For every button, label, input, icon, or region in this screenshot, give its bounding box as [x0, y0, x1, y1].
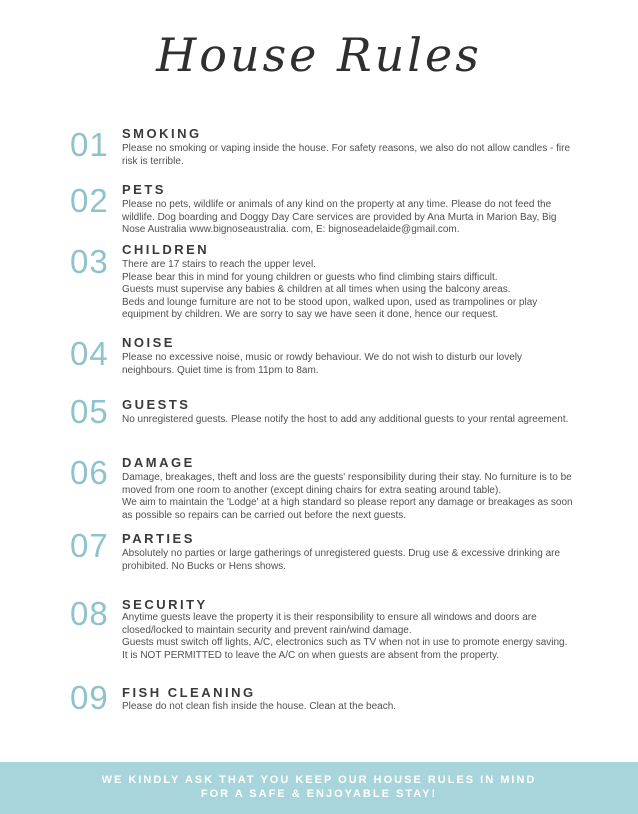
rule-text: Please no smoking or vaping inside the house. For safety reasons, we also do not allow candles - fire risk is terrible. [122, 143, 571, 167]
rule-heading: DAMAGE [122, 455, 195, 470]
rule-heading: NOISE [122, 335, 175, 350]
rule-text: Please bear this in mind for young children or guests who find climbing stairs difficult. [122, 271, 498, 283]
rule-text: Absolutely no parties or large gatherings of unregistered guests. Drug use & excessive drinking are prohibited. No Bucks or Hens shows. [122, 548, 561, 572]
rule-text: There are 17 stairs to reach the upper level. [122, 259, 316, 270]
rule-text: It is NOT PERMITTED to leave the A/C on when guests are absent from the property. [122, 649, 500, 661]
footer-banner [0, 762, 638, 814]
rule-text: Please no pets, wildlife or animals of any kind on the property at any time. Please do not feed the wildlife. Dog boarding and Doggy Day Care services are provided by Ana Murta in Marion Bay, Big Nose Australia www.bignoseaustralia. com, E: bignoseadelaide@gmail.com. [122, 199, 557, 236]
rule-text: We aim to maintain the 'Lodge' at a high standard so please report any damage or breakages as soon as possible so repairs can be carried out before the next guests. [122, 497, 573, 521]
rule-number: 03 [70, 243, 109, 280]
rule-heading: FISH CLEANING [122, 685, 256, 700]
rule-number: 08 [70, 595, 109, 632]
rule-text: No unregistered guests. Please notify the host to add any additional guests to your rental agreement. [122, 414, 569, 425]
rule-text: Beds and lounge furniture are not to be stood upon, walked upon, used as trampolines or play equipment by children. We are sorry to say we have seen it done, hence our request. [122, 296, 538, 321]
rule-text: Damage, breakages, theft and loss are the guests' responsibility during their stay. No furniture is to be moved from one room to another (except dining chairs for extra seating around table). [122, 472, 572, 496]
page-title: House Rules [156, 28, 482, 82]
rule-heading: CHILDREN [122, 242, 210, 257]
rule-heading: GUESTS [122, 397, 191, 412]
rule-heading: PARTIES [122, 531, 195, 546]
rule-text: Please do not clean fish inside the house. Clean at the beach. [122, 701, 397, 712]
rule-heading: PETS [122, 182, 166, 197]
rule-heading: SMOKING [122, 126, 202, 141]
rule-text: Please no excessive noise, music or rowdy behaviour. We do not wish to disturb our lovely neighbours. Quiet time is from 11pm to 8am. [122, 352, 523, 376]
rule-number: 06 [70, 454, 109, 491]
rule-number: 05 [70, 393, 109, 430]
rule-number: 09 [70, 679, 109, 716]
rule-text: Guests must switch off lights, A/C, electronics such as TV when not in use to promote energy saving. [122, 637, 568, 649]
rule-number: 02 [70, 182, 109, 219]
footer-text [0, 773, 638, 801]
rule-text: Guests must supervise any babies & children at all times when using the balcony areas. [122, 284, 511, 296]
rule-text: Anytime guests leave the property it is their responsibility to ensure all windows and doors are closed/locked to maintain security and prevent rain/wind damage. [122, 612, 537, 636]
rule-number: 04 [70, 335, 109, 372]
rule-number: 01 [70, 126, 109, 163]
footer-line: WE KINDLY ASK THAT YOU KEEP OUR HOUSE RULES IN MIND [101, 774, 537, 786]
rule-heading: SECURITY [122, 597, 208, 612]
footer-line: FOR A SAFE & ENJOYABLE STAY! [200, 788, 438, 800]
rule-number: 07 [70, 527, 109, 564]
